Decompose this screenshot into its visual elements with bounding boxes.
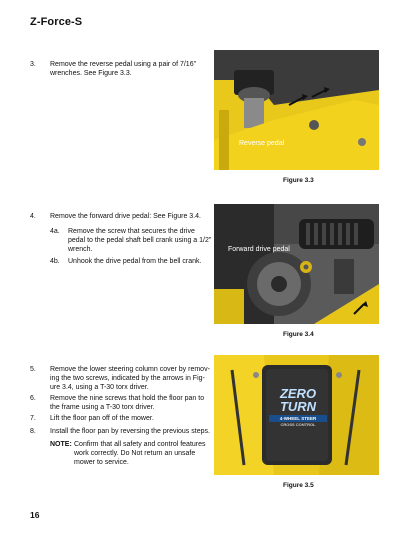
figure-3-3-caption: Figure 3.3 bbox=[283, 177, 314, 184]
step-5-number: 5. bbox=[30, 366, 36, 373]
page-number: 16 bbox=[30, 510, 40, 520]
substep-4a-text: Remove the screw that secures the drive pedal to the pedal shaft bell crank using a 1/2" wrench. bbox=[68, 228, 212, 253]
step-7-text: Lift the floor pan off of the mower. bbox=[50, 415, 154, 422]
note-text: Confirm that all safety and control features work correctly. Do Not return an unsafe mower to service. bbox=[74, 441, 206, 466]
figure-3-5-caption: Figure 3.5 bbox=[283, 482, 314, 489]
substep-4a-number: 4a. bbox=[50, 228, 60, 235]
substep-4b-text: Unhook the drive pedal from the bell crank. bbox=[68, 258, 202, 265]
step-5-text: Remove the lower steering column cover by remov- ing the two screws, indicated by the arrows in Fig- ure 3.4, using a T-30 torx driver. bbox=[50, 366, 210, 391]
step-3-number: 3. bbox=[30, 61, 36, 68]
step-4-text: Remove the forward drive pedal: See Figure 3.4. bbox=[50, 213, 201, 220]
step-4-number: 4. bbox=[30, 213, 36, 220]
step-7-number: 7. bbox=[30, 415, 36, 422]
figure-3-4-label: Forward drive pedal bbox=[228, 246, 290, 253]
step-6-text: Remove the nine screws that hold the floor pan to the frame using a T-30 torx driver. bbox=[50, 395, 205, 411]
step-6-number: 6. bbox=[30, 395, 36, 402]
zero-turn-badge: ZERO TURN 4-WHEEL STEER CROSS CONTROL bbox=[269, 387, 327, 428]
step-8-text: Install the floor pan by reversing the previous steps. bbox=[50, 428, 210, 435]
page-header-title: Z-Force-S bbox=[30, 16, 83, 28]
note-label: NOTE: bbox=[50, 441, 72, 448]
step-3-text: Remove the reverse pedal using a pair of 7/16" wrenches. See Figure 3.3. bbox=[50, 61, 197, 77]
figure-3-3-label: Reverse pedal bbox=[239, 140, 285, 147]
figure-3-4-caption: Figure 3.4 bbox=[283, 331, 314, 338]
step-8-number: 8. bbox=[30, 428, 36, 435]
figure-3-4-photo bbox=[214, 204, 379, 324]
figure-3-3-photo bbox=[214, 50, 379, 170]
figure-3-5-photo bbox=[214, 355, 379, 475]
substep-4b-number: 4b. bbox=[50, 258, 60, 265]
